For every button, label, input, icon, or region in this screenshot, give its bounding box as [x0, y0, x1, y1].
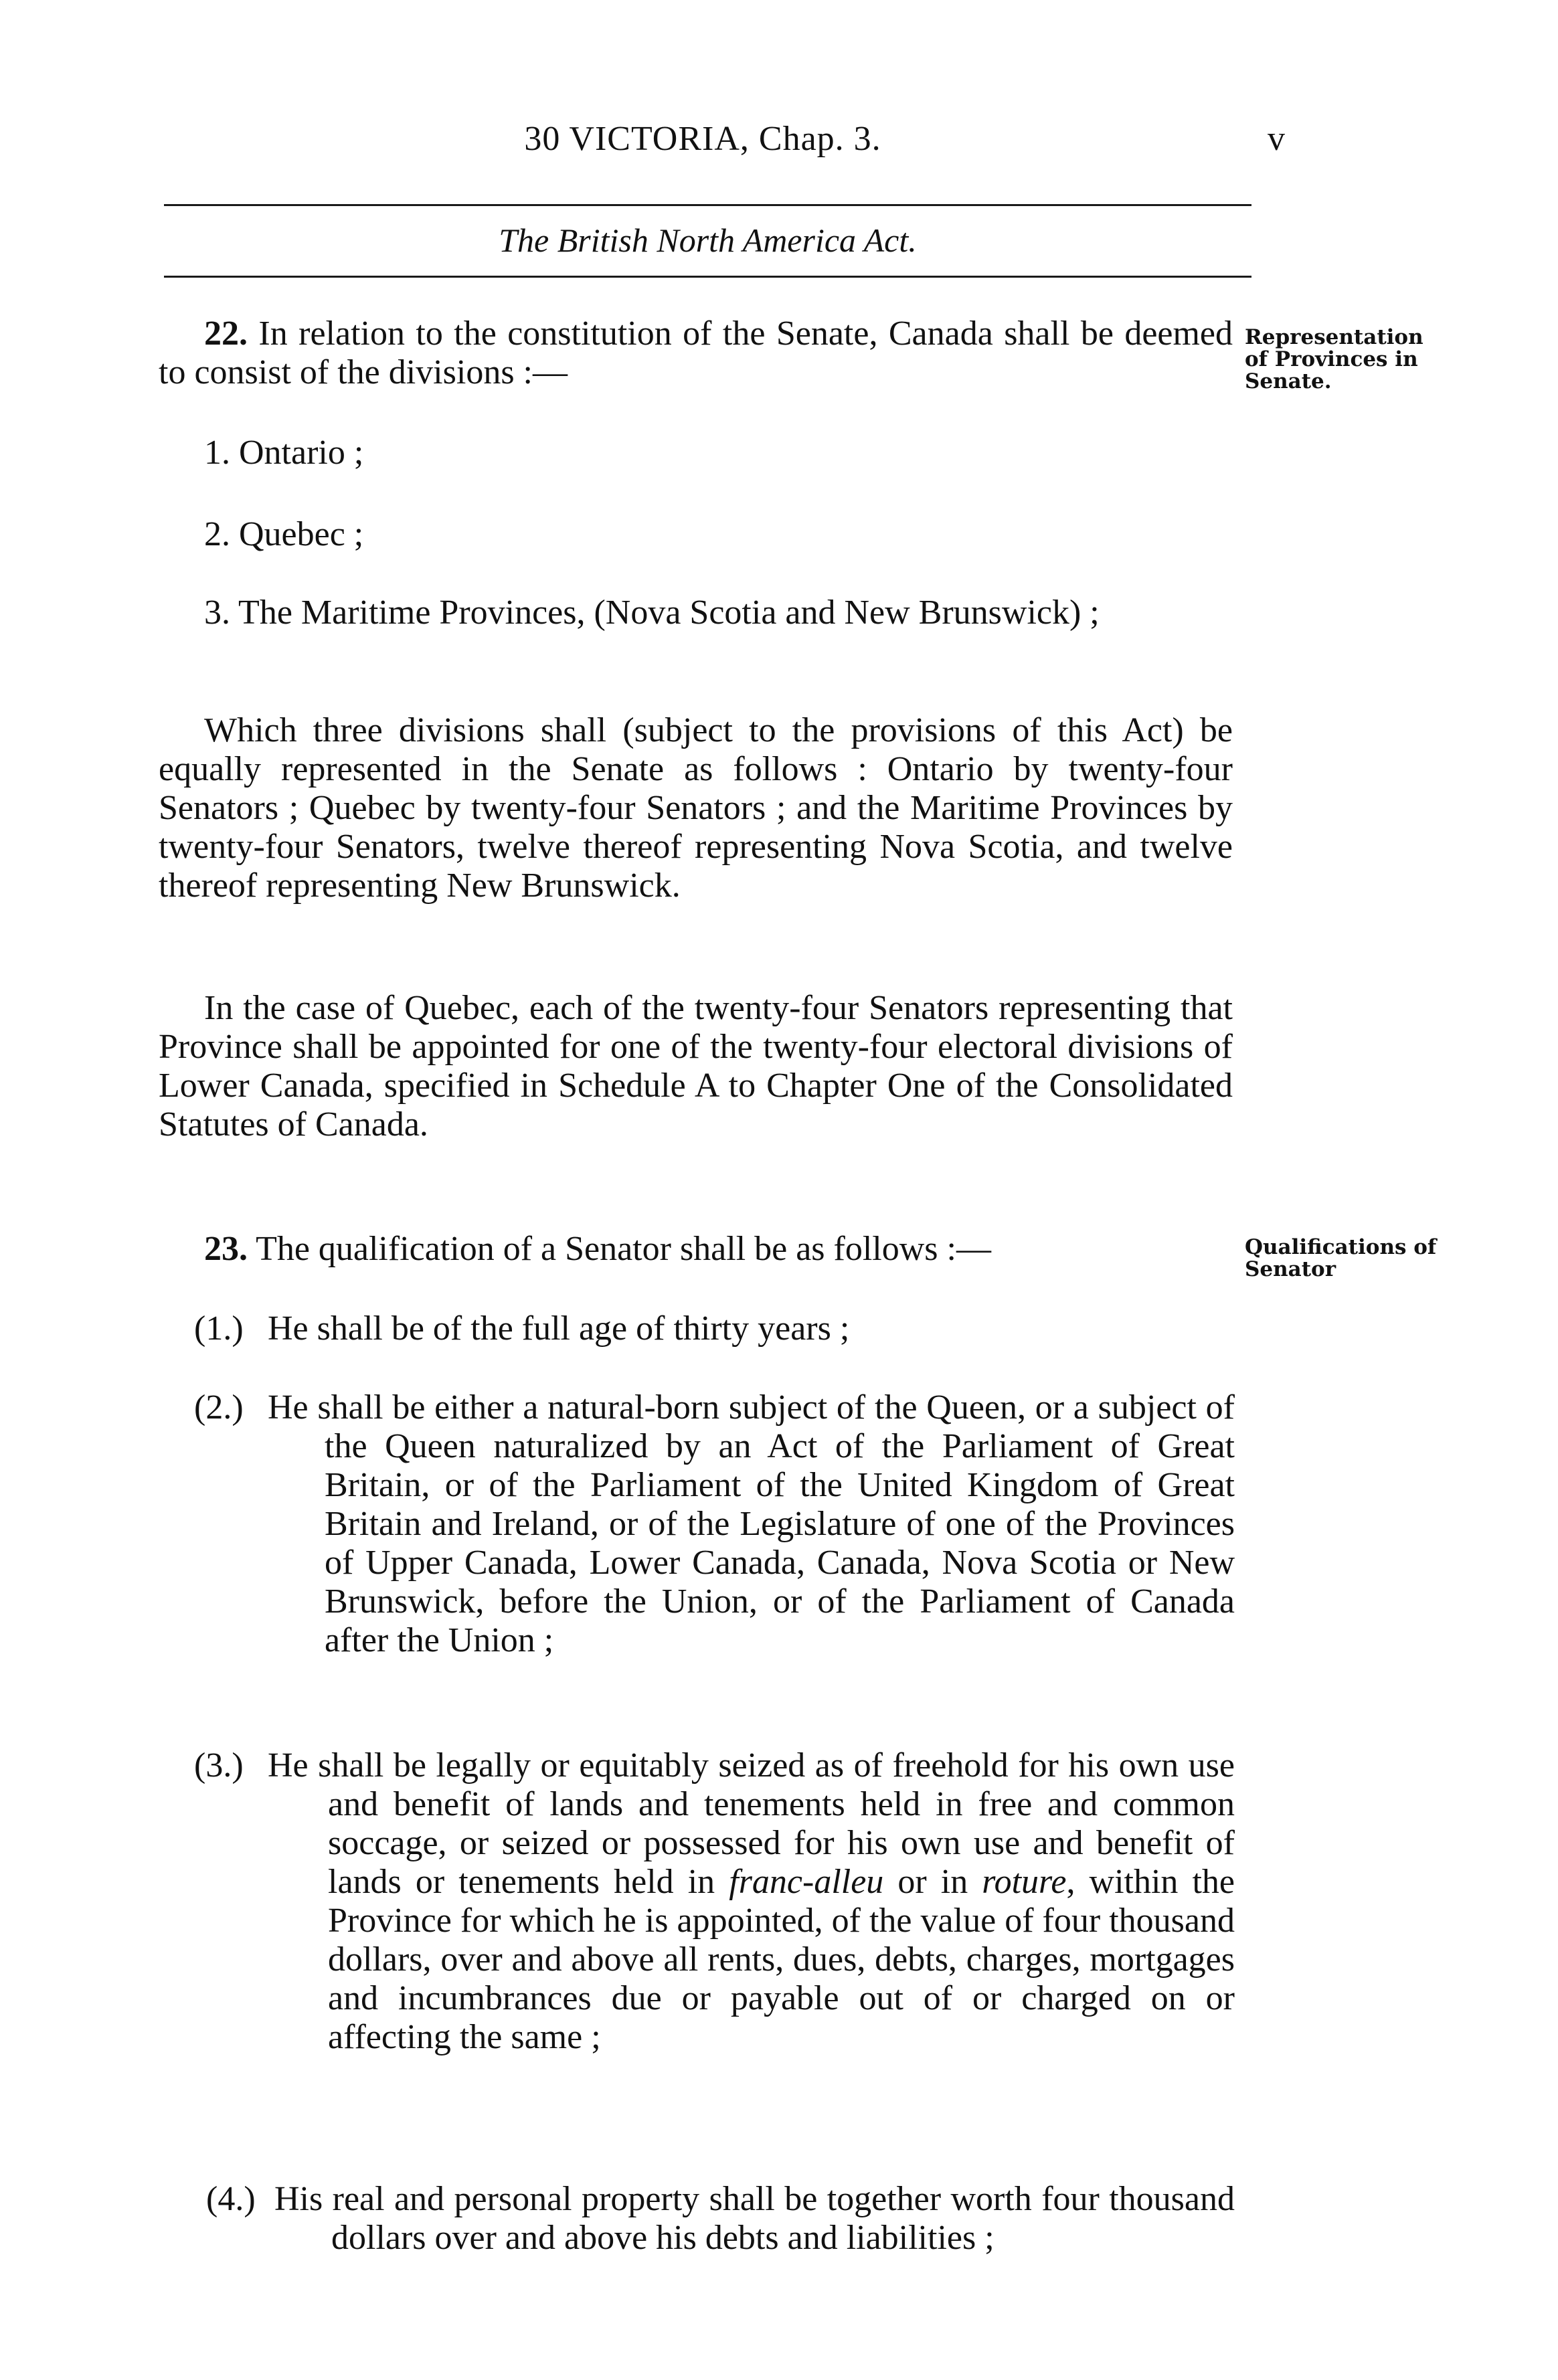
margin-note-qualifications: Qualifications of Senator	[1245, 1235, 1437, 1281]
qualification-item-2-number: (2.)	[194, 1388, 244, 1427]
section-23-intro-text: The qualification of a Senator shall be as follows :—	[256, 1230, 991, 1268]
qualification-item-2	[194, 1388, 1235, 1660]
section-22-paragraph-2: In the case of Quebec, each of the twenty-four Senators representing that Province shall be appointed for one of the twenty-four electoral divisions of Lower Canada, specified in Schedule A to Chapter One of the Consolidated Statutes of Canada.	[159, 989, 1233, 1143]
division-ontario: 1. Ontario ;	[204, 434, 364, 472]
qualification-item-3-text-before: He shall be legally or equitably seized as of freehold for his own use and benefit of lands and tenements held in free and common soccage, or seized or possessed for his own use and benefit of lands or tenements held in	[268, 1746, 1235, 1901]
qualification-item-3-text	[268, 1746, 1235, 2057]
section-22-intro-text: In relation to the constitution of the Senate, Canada shall be deemed to consist of the divisions :—	[159, 314, 1233, 391]
header-rule-top	[164, 204, 1251, 206]
act-title: The British North America Act.	[499, 221, 917, 259]
qualification-item-3-term-franc-alleu: franc-alleu	[729, 1863, 884, 1901]
qualification-item-4-text: His real and personal property shall be together worth four thousand dollars over and above his debts and liabilities ;	[274, 2180, 1235, 2257]
qualification-item-1-text: He shall be of the full age of thirty years ;	[268, 1309, 850, 1348]
running-head	[161, 119, 1285, 173]
header-rule-bottom	[164, 276, 1251, 278]
qualification-item-3-term-roture: roture	[982, 1863, 1067, 1901]
page-number: v	[1268, 120, 1285, 158]
section-23-number: 23.	[204, 1230, 248, 1268]
qualification-item-1	[194, 1309, 1235, 1348]
qualification-item-1-number: (1.)	[194, 1309, 244, 1348]
section-23-intro	[159, 1230, 1233, 1269]
qualification-item-3	[194, 1746, 1235, 2057]
section-22-intro	[159, 314, 1233, 392]
running-title: 30 VICTORIA, Chap. 3.	[524, 120, 881, 158]
qualification-item-4-number: (4.)	[206, 2180, 256, 2218]
section-22-paragraph-1: Which three divisions shall (subject to the provisions of this Act) be equally represented in the Senate as follows : Ontario by twenty-four Senators ; Quebec by twenty-four Senators ; and the Maritime Provinces by twenty-four Senators, twelve thereof representing Nova Scotia, and twelve thereof representing New Brunswick.	[159, 711, 1233, 905]
qualification-item-2-text: He shall be either a natural-born subject of the Queen, or a subject of the Queen naturalized by an Act of the Parliament of Great Britain, or of the Parliament of the United Kingdom of Great Britain and Ireland, or of the Legislature of one of the Provinces of Upper Canada, Lower Canada, Canada, Nova Scotia or New Brunswick, before the Union, or of the Parliament of Canada after the Union ;	[268, 1388, 1235, 1659]
section-22-number: 22.	[204, 314, 248, 353]
qualification-item-3-number: (3.)	[194, 1746, 244, 1784]
qualification-item-3-text-mid: or in	[883, 1863, 982, 1901]
margin-note-representation: Representation of Provinces in Senate.	[1245, 325, 1423, 393]
division-maritime: 3. The Maritime Provinces, (Nova Scotia and New Brunswick) ;	[204, 593, 1100, 632]
qualification-item-4	[194, 2180, 1235, 2258]
division-quebec: 2. Quebec ;	[204, 515, 364, 553]
qualification-item-3-text-after: , within the Province for which he is appointed, of the value of four thousand dollars, over and above all rents, dues, debts, charges, mortgages and incumbrances due or payable out of or charged on or affecting the same ;	[328, 1863, 1235, 2056]
